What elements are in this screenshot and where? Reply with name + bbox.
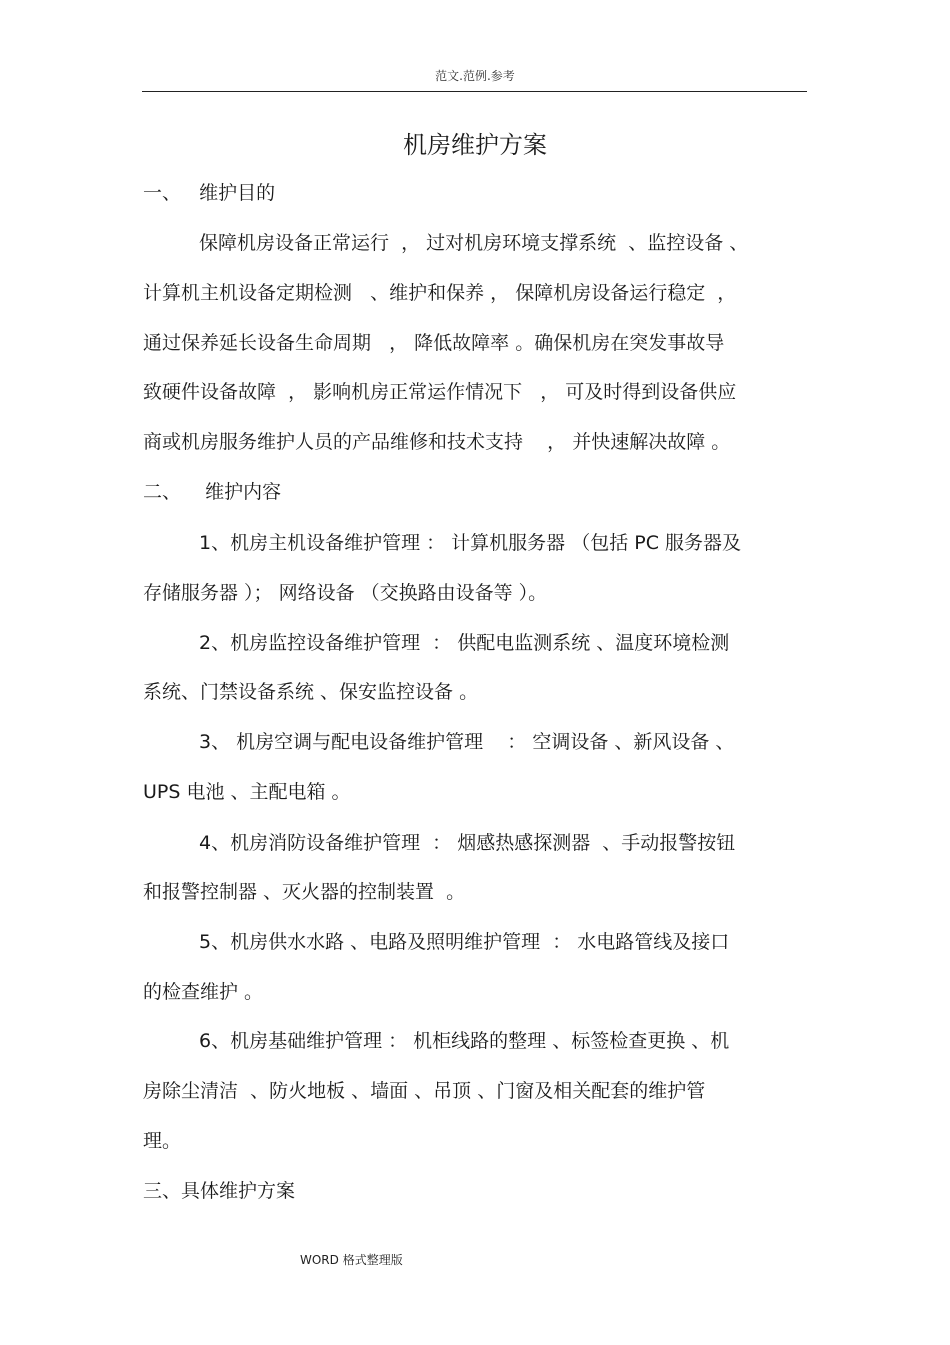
list-item-line: 房除尘清洁 、防火地板 、墙面 、吊顶 、门窗及相关配套的维护管 <box>143 1080 706 1102</box>
list-item-line: 理。 <box>143 1130 182 1152</box>
paragraph-line: 保障机房设备正常运行 ， 过对机房环境支撑系统 、监控设备 、 <box>199 232 749 254</box>
document-title: 机房维护方案 <box>403 131 547 159</box>
list-item-line: 的检查维护 。 <box>143 981 264 1003</box>
section-heading-3: 三、具体维护方案 <box>143 1180 296 1202</box>
list-item-line: UPS 电池 、主配电箱 。 <box>143 781 351 803</box>
list-item-line: 和报警控制器 、灭火器的控制装置 。 <box>143 881 466 903</box>
page-header: 范文.范例.参考 <box>435 69 515 83</box>
list-item-line: 存储服务器 ）； 网络设备 （交换路由设备等 ）。 <box>143 582 548 604</box>
list-item-line: 4、机房消防设备维护管理 ： 烟感热感探测器 、手动报警按钮 <box>199 832 736 854</box>
section-heading-1: 一、 维护目的 <box>143 182 276 204</box>
list-item-line: 3、 机房空调与配电设备维护管理 ： 空调设备 、新风设备 、 <box>199 731 735 753</box>
list-item-line: 5、机房供水水路 、电路及照明维护管理 ： 水电路管线及接口 <box>199 931 730 953</box>
paragraph-line: 致硬件设备故障 ， 影响机房正常运作情况下 ， 可及时得到设备供应 <box>143 381 737 403</box>
paragraph-line: 商或机房服务维护人员的产品维修和技术支持 ， 并快速解决故障 。 <box>143 431 731 453</box>
list-item-line: 6、机房基础维护管理 ： 机柜线路的整理 、标签检查更换 、机 <box>199 1030 730 1052</box>
paragraph-line: 计算机主机设备定期检测 、维护和保养 ， 保障机房设备运行稳定 ， <box>143 282 737 304</box>
page-footer: WORD 格式整理版 <box>300 1253 403 1267</box>
list-item-line: 2、机房监控设备维护管理 ： 供配电监测系统 、温度环境检测 <box>199 632 730 654</box>
header-rule <box>142 91 807 92</box>
list-item-line: 1、机房主机设备维护管理 ： 计算机服务器 （包括 PC 服务器及 <box>199 532 742 554</box>
list-item-line: 系统、门禁设备系统 、保安监控设备 。 <box>143 681 479 703</box>
paragraph-line: 通过保养延长设备生命周期 ， 降低故障率 。确保机房在突发事故导 <box>143 332 725 354</box>
section-heading-2: 二、 维护内容 <box>143 481 282 503</box>
